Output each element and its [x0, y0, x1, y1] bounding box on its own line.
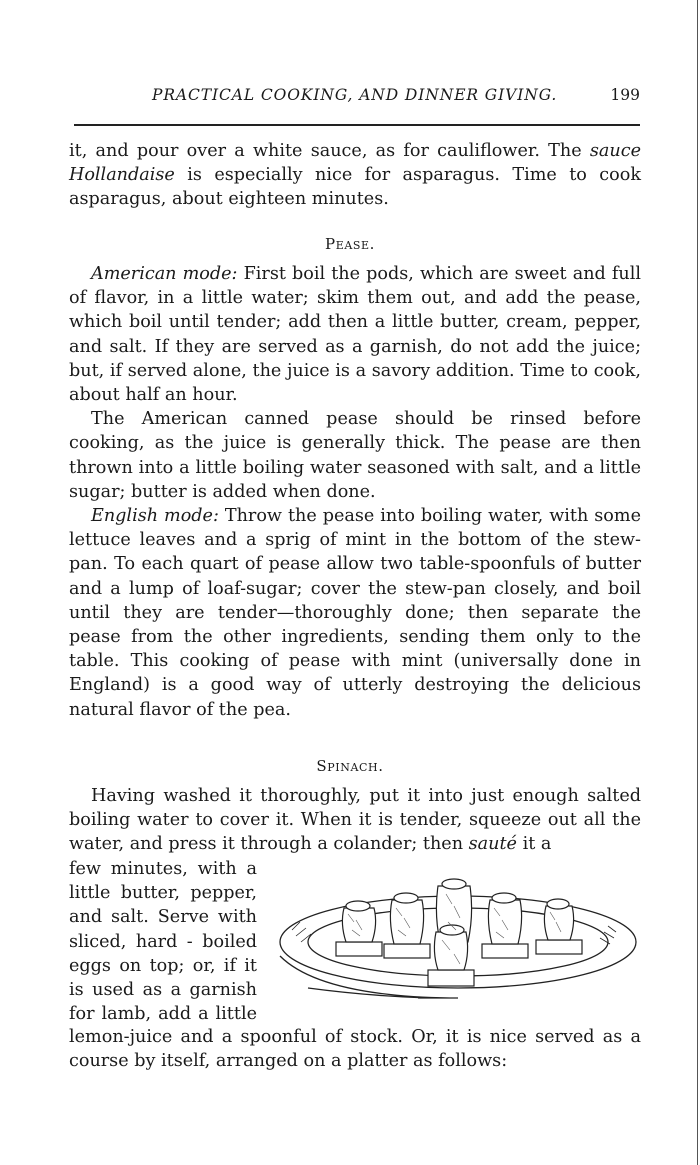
- mold-2: [384, 893, 430, 958]
- american-mode-text: First boil the pods, which are sweet and full of flavor, in a little water; skim them out, and add the pease, which boil until tender; add then a little butter, cream, pepper, and salt. If they are served as a garnish, do not add the juice; but, if served alone, the juice is a savory addition. Time to cook, about half an hour.: [69, 264, 641, 406]
- asparagus-continuation: [69, 139, 641, 212]
- asparagus-text-a: it, and pour over a white sauce, as for cauliflower. The: [69, 141, 590, 161]
- sauce-hollandaise: sauce Hollandaise: [69, 141, 641, 186]
- pease-section: [69, 262, 641, 722]
- page-edge: [697, 0, 698, 1165]
- wrap-line: eggs on top; or, if it: [69, 955, 257, 976]
- asparagus-text-b: is especially nice for asparagus. Time to cook asparagus, about eighteen minutes.: [69, 165, 641, 210]
- header-rule: [74, 124, 640, 126]
- english-mode-text: Throw the pease into boiling water, with some lettuce leaves and a sprig of mint in the bottom of the stew-pan. To each quart of pease allow two table-spoonfuls of butter and a lump of loaf-sugar; cover the stew-pan closely, and boil until they are tender—thoroughly done; then separate the pease from the other ingredients, sending them only to the table. This cooking of pease with mint (universally done in England) is a good way of utterly destroying the delicious natural flavor of the pea.: [69, 506, 641, 720]
- pease-american-mode: [69, 262, 641, 407]
- wrap-line: is used as a garnish: [69, 980, 257, 1001]
- spinach-closing-text: lemon-juice and a spoonful of stock. Or, it is nice served as a course by itself, arranged on a platter as follows:: [69, 1027, 641, 1072]
- platter-illustration: [268, 870, 640, 1002]
- page-number: 199: [610, 86, 640, 104]
- spinach-wrap-text: [69, 857, 257, 1026]
- wrap-line: few minutes, with a: [69, 859, 257, 879]
- wrap-line: little butter, pepper,: [69, 883, 257, 904]
- pease-canned: The American canned pease should be rinsed before cooking, as the juice is generally thick. The pease are then thrown into a little boiling water seasoned with salt, and a little sugar; butter is added when done.: [69, 409, 641, 502]
- wrap-line: sliced, hard - boiled: [69, 931, 257, 952]
- spinach-intro: [69, 784, 641, 857]
- english-mode-label: English mode:: [91, 506, 219, 527]
- heading-pease: Pease.: [325, 235, 375, 253]
- mold-1: [336, 901, 382, 956]
- wrap-line: for lamb, add a little: [69, 1004, 257, 1025]
- running-title: PRACTICAL COOKING, AND DINNER GIVING.: [152, 86, 558, 104]
- pease-english-mode: [69, 504, 641, 722]
- american-mode-label: American mode:: [91, 264, 238, 284]
- spinach-text-b: it a: [516, 834, 552, 855]
- page-header: [74, 84, 640, 108]
- saute-word: sauté: [468, 834, 517, 855]
- heading-spinach: Spinach.: [316, 757, 384, 775]
- spinach-closing: [69, 1025, 641, 1073]
- wrap-line: and salt. Serve with: [69, 907, 257, 928]
- spinach-text-a: Having washed it thoroughly, put it into just enough salted boiling water to cover it. When it is tender, squeeze out all the water, and press it through a colander; then: [69, 786, 641, 855]
